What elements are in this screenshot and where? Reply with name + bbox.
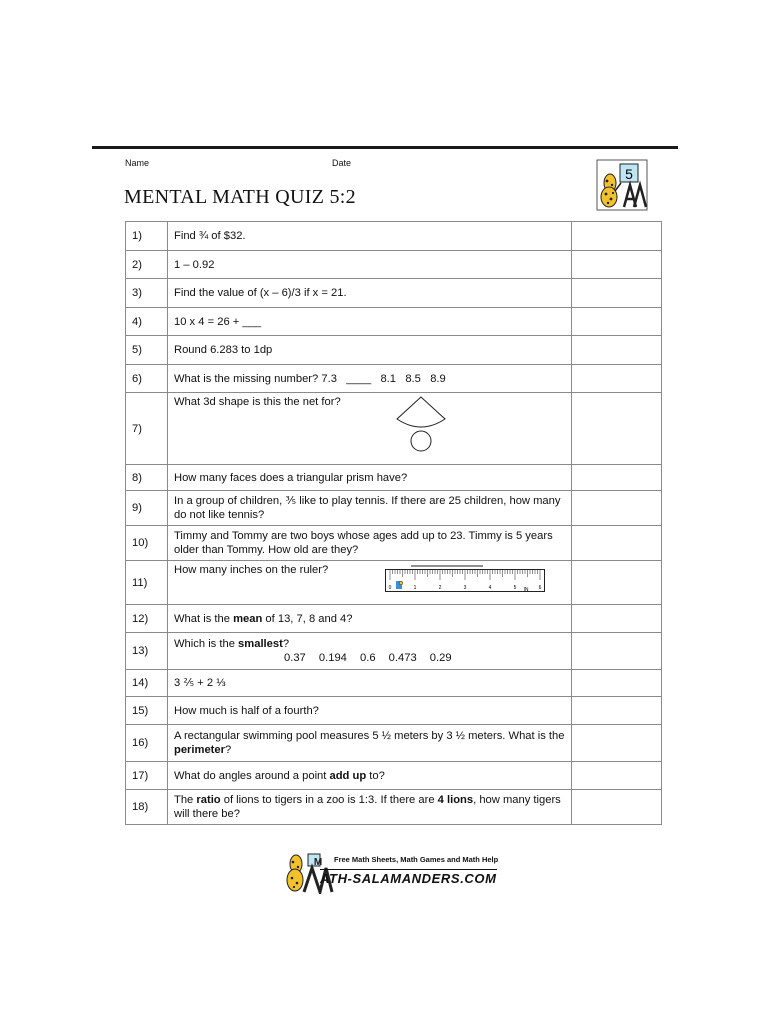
ruler-label: 5 [513,585,517,591]
answer-box[interactable] [572,790,662,825]
question-number: 2) [126,251,168,279]
question-text: Find the value of (x – 6)/3 if x = 21. [168,279,572,308]
table-row [126,670,662,697]
option: 0.37 [284,652,306,664]
question-text: , how many tigers will there be? [174,794,561,820]
table-row [126,465,662,491]
answer-box[interactable] [572,762,662,790]
question-text: ? [225,744,232,756]
answer-box[interactable] [572,222,662,251]
question-text: of lions to tigers in a zoo is 1:3. If there are [220,794,438,806]
question-number: 15) [126,697,168,725]
name-label: Name [125,158,150,168]
ruler-diagram [385,565,545,593]
table-row [126,365,662,393]
question-emphasis: smallest [238,638,283,650]
table-row [126,393,662,465]
answer-box[interactable] [572,365,662,393]
question-number: 12) [126,605,168,633]
question-text: Timmy and Tommy are two boys whose ages add up to 23. Timmy is 5 years older than Tommy. How old are they? [168,526,572,561]
table-row [126,279,662,308]
table-row [126,336,662,365]
question-text: What is the missing number? 7.3 ____ 8.1 8.5 8.9 [168,365,572,393]
question-number: 7) [126,393,168,465]
salamander-grade-badge-icon [596,159,648,211]
question-emphasis: perimeter [174,744,225,756]
question-number: 13) [126,633,168,670]
question-emphasis: mean [233,612,263,625]
top-rule [92,146,678,149]
answer-box[interactable] [572,605,662,633]
question-cell [168,605,572,633]
table-row [126,725,662,762]
question-cell [168,561,572,605]
answer-box[interactable] [572,308,662,336]
footer-tagline: Free Math Sheets, Math Games and Math Help [334,855,499,864]
question-cell [168,633,572,670]
question-cell [168,790,572,825]
ruler-label: 0 [388,585,392,591]
ruler-unit: IN [523,587,529,593]
answer-box[interactable] [572,561,662,605]
answer-options [174,651,567,665]
question-emphasis: 4 lions [437,794,474,806]
question-number: 3) [126,279,168,308]
answer-box[interactable] [572,697,662,725]
footer-site-name: ATH-SALAMANDERS.COM [320,871,497,886]
question-number: 8) [126,465,168,491]
question-number: 6) [126,365,168,393]
quiz-table [125,221,662,825]
question-number: 18) [126,790,168,825]
answer-box[interactable] [572,526,662,561]
table-row [126,605,662,633]
table-row [126,308,662,336]
question-number: 10) [126,526,168,561]
question-text: How much is half of a fourth? [168,697,572,725]
question-text: Round 6.283 to 1dp [168,336,572,365]
question-text: What is the [174,612,234,625]
table-row [126,561,662,605]
answer-box[interactable] [572,251,662,279]
ruler-label: 6 [538,585,542,591]
grade-number: 5 [625,166,633,182]
question-number: 5) [126,336,168,365]
question-number: 11) [126,561,168,605]
table-row [126,633,662,670]
question-text: to? [366,769,385,782]
question-text: The [174,794,197,806]
option: 0.194 [318,652,347,664]
date-label: Date [332,158,352,168]
question-number: 17) [126,762,168,790]
ruler-label: 2 [438,585,442,591]
answer-box[interactable] [572,633,662,670]
ruler-label: 4 [488,585,492,591]
question-text: of 13, 7, 8 and 4? [262,612,353,625]
question-text: 1 – 0.92 [168,251,572,279]
option: 0.473 [388,652,417,664]
option: 0.29 [429,652,452,664]
question-cell [168,762,572,790]
answer-box[interactable] [572,670,662,697]
table-row [126,697,662,725]
answer-box[interactable] [572,725,662,762]
table-row [126,251,662,279]
answer-box[interactable] [572,279,662,308]
question-number: 14) [126,670,168,697]
question-text: In a group of children, ⅗ like to play tennis. If there are 25 children, how many do not like tennis? [168,491,572,526]
answer-box[interactable] [572,336,662,365]
question-number: 4) [126,308,168,336]
table-row [126,526,662,561]
answer-box[interactable] [572,491,662,526]
question-number: 16) [126,725,168,762]
question-text: Find ¾ of $32. [168,222,572,251]
question-cell [168,725,572,762]
question-text: How many inches on the ruler? [174,564,329,576]
question-emphasis: add up [329,769,367,782]
option: 0.6 [360,652,376,664]
question-emphasis: ratio [196,794,221,806]
question-text: How many faces does a triangular prism have? [168,465,572,491]
question-text: What do angles around a point [174,769,330,782]
table-row [126,762,662,790]
question-text: ? [282,638,290,650]
question-text: What 3d shape is this the net for? [174,396,341,408]
cone-net-diagram [391,395,451,457]
answer-box[interactable] [572,393,662,465]
ruler-label: 3 [463,585,467,591]
answer-box[interactable] [572,465,662,491]
table-row [126,222,662,251]
question-text: A rectangular swimming pool measures 5 ½ meters by 3 ½ meters. What is the [174,730,565,742]
question-text: 3 ⅖ + 2 ⅓ [168,670,572,697]
logo-letter: M [313,857,323,868]
ruler-label: 1 [413,585,417,591]
question-text: Which is the [174,638,239,650]
page-title: MENTAL MATH QUIZ 5:2 [124,186,356,208]
question-cell [168,393,572,465]
question-text: 10 x 4 = 26 + ___ [168,308,572,336]
question-number: 1) [126,222,168,251]
table-row [126,790,662,825]
question-number: 9) [126,491,168,526]
table-row [126,491,662,526]
